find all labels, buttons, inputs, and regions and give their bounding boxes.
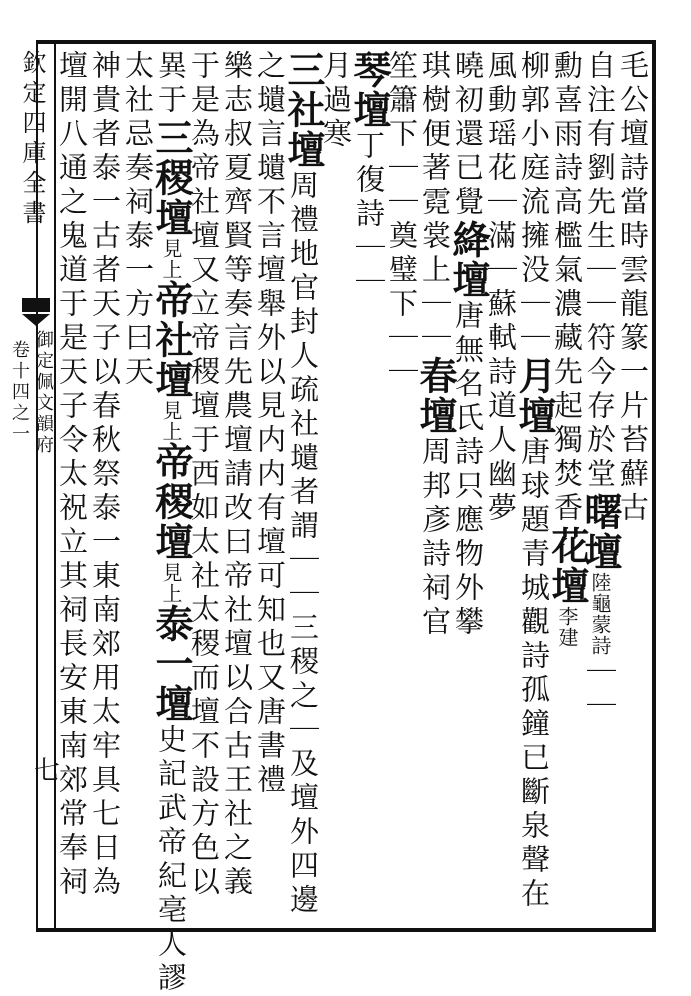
text-column bbox=[120, 50, 156, 920]
text-column bbox=[615, 50, 651, 920]
body-text: 奠璧下｜｜ bbox=[385, 220, 419, 390]
margin-book-title: 欽定四庫全書 bbox=[18, 50, 46, 230]
body-text: 月過寒 bbox=[319, 50, 353, 152]
entry-heading: 泰一壇 bbox=[149, 604, 194, 724]
text-column bbox=[384, 50, 420, 920]
entry-heading: 春壇 bbox=[413, 356, 458, 436]
text-column bbox=[512, 50, 557, 920]
body-text: 之壝言壝不言壇舉外以見内内有壇可知也又唐書禮 bbox=[253, 50, 287, 798]
text-column bbox=[252, 50, 288, 920]
body-text: 唐球題青城觀詩孤鐘已斷泉聲在 bbox=[517, 436, 551, 912]
text-column bbox=[578, 50, 623, 920]
body-text: 樂志叔夏齊賢等奏言先農壇請改曰帝社壇以合古王社之義 bbox=[220, 50, 254, 900]
body-text: 周禮地官封人疏社壝者謂｜｜三稷之｜及壇外四邊 bbox=[286, 170, 320, 918]
body-text: 笙簫下｜｜ bbox=[385, 50, 419, 220]
bottom-border bbox=[36, 928, 656, 932]
entry-heading: 月壇 bbox=[512, 356, 557, 436]
body-text: 忌奏祠泰一方曰天 bbox=[121, 118, 155, 390]
body-text: 壇開八通之鬼道于是天子令太祝立其祠長安東南郊常奉祠 bbox=[55, 50, 89, 900]
body-text: 勳喜雨詩高檻氣濃藏 bbox=[550, 50, 584, 356]
text-column bbox=[281, 50, 326, 920]
margin-sub-volume: 卷十四之一 bbox=[9, 340, 30, 445]
margin-sub-title: 御定佩文韻府 bbox=[33, 330, 54, 456]
entry-heading: 花壇 bbox=[545, 526, 590, 606]
body-text: 風動瑶花｜滿｜蘇軾詩道人幽夢 bbox=[484, 50, 518, 526]
body-text: 琪樹便著霓裳上｜｜ bbox=[418, 50, 452, 356]
body-text: 柳郭小庭流擁没｜｜ bbox=[517, 50, 551, 356]
text-column bbox=[347, 50, 392, 920]
entry-heading: 帝社壇 bbox=[149, 280, 194, 400]
body-text: 唐無名氏詩只應物外攀 bbox=[451, 300, 485, 640]
entry-heading: 絳壇 bbox=[446, 220, 491, 300]
text-column bbox=[54, 50, 90, 920]
entry-heading: 三社壇 bbox=[281, 50, 326, 170]
body-text: ｜｜ bbox=[583, 656, 617, 724]
body-text: 異于 bbox=[154, 50, 188, 118]
text-column bbox=[483, 50, 519, 920]
small-note: 陸龜蒙詩 bbox=[588, 572, 612, 656]
text-column bbox=[149, 50, 194, 996]
body-text: 神貴者泰一古者天子以春秋祭泰一東南郊用太牢具七日為 bbox=[88, 50, 122, 900]
fish-tail-mark-point bbox=[22, 314, 50, 326]
text-column bbox=[318, 50, 354, 920]
entry-heading: 帝稷壇 bbox=[149, 442, 194, 562]
top-border bbox=[36, 40, 656, 44]
fish-tail-mark bbox=[22, 298, 50, 312]
folio-number: 七 bbox=[34, 756, 61, 786]
text-column bbox=[219, 50, 255, 920]
body-text: 丁復詩｜｜ bbox=[352, 130, 386, 300]
text-column bbox=[446, 50, 491, 920]
text-column bbox=[87, 50, 123, 920]
small-note: 見上 bbox=[159, 238, 183, 280]
text-column bbox=[413, 50, 458, 920]
small-note: 見上 bbox=[159, 400, 183, 442]
text-column bbox=[545, 50, 590, 920]
body-text: 先起獨焚香 bbox=[550, 356, 584, 526]
body-text: 毛公壇詩當時雲龍篆一片苔蘚古 bbox=[616, 50, 650, 526]
body-text: 周邦彥詩祠官 bbox=[418, 436, 452, 640]
right-border bbox=[652, 40, 656, 932]
entry-heading: 三稷壇 bbox=[149, 118, 194, 238]
body-text: 于是為帝社壇又立帝稷壇于西如太社太稷而壇不設方色以 bbox=[187, 50, 221, 900]
body-text: 自注有劉先生｜｜符今存於堂 bbox=[583, 50, 617, 492]
small-note: 見上 bbox=[159, 562, 183, 604]
small-note: 李建 bbox=[555, 606, 579, 648]
entry-heading: 曙壇 bbox=[578, 492, 623, 572]
body-text: 曉初還已覺 bbox=[451, 50, 485, 220]
body-text: 太社 bbox=[121, 50, 155, 118]
body-text: 史記武帝紀亳人謬 bbox=[154, 724, 188, 996]
entry-heading: 琴壇 bbox=[347, 50, 392, 130]
